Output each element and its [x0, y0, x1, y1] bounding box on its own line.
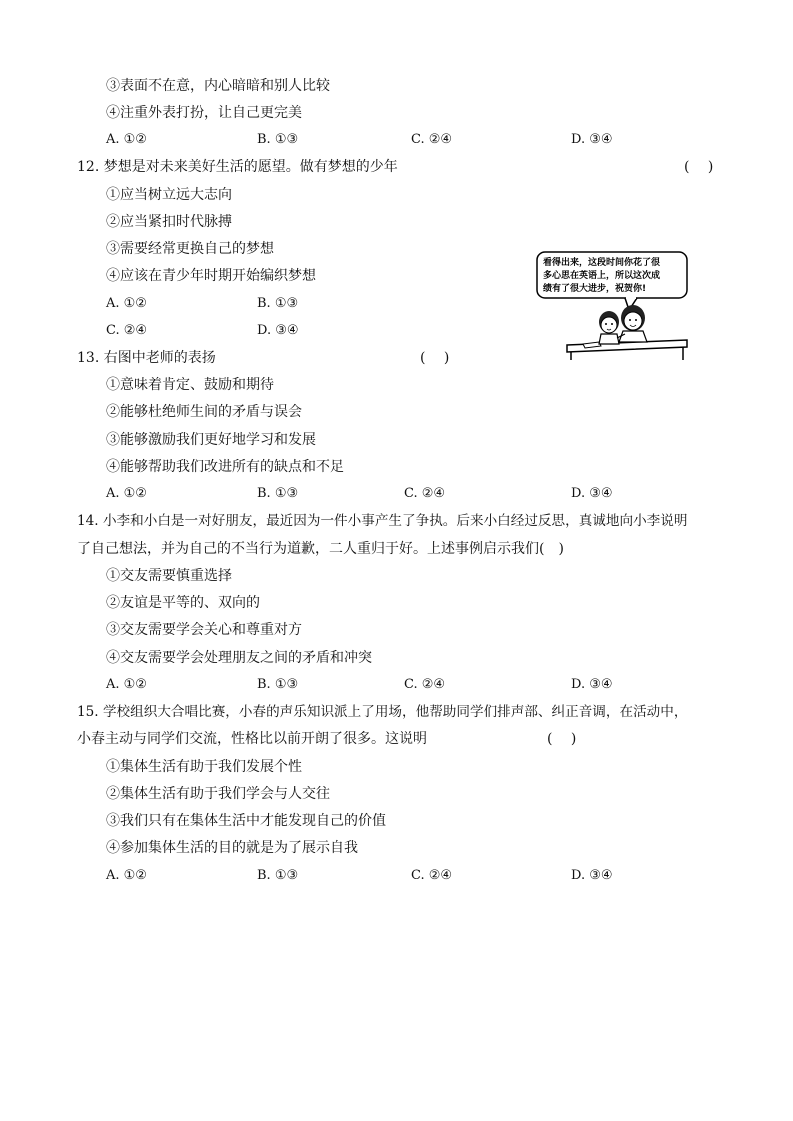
q11-option-d[interactable]: D. ③④: [571, 132, 613, 147]
q14-option-b[interactable]: B. ①③: [257, 677, 299, 692]
q13-answer-paren[interactable]: ( ): [420, 350, 450, 366]
speech-line-3: 绩有了很大进步，祝贺你!: [543, 284, 647, 294]
q13-option-c[interactable]: C. ②④: [404, 486, 446, 501]
q15-statement-1: ①集体生活有助于我们发展个性: [106, 759, 302, 775]
q12-statement-1: ①应当树立远大志向: [106, 187, 232, 203]
q11-statement-3: ③表面不在意，内心暗暗和别人比较: [106, 78, 330, 94]
q12-statement-4: ④应该在青少年时期开始编织梦想: [106, 268, 316, 284]
q12-statement-3: ③需要经常更换自己的梦想: [106, 241, 274, 257]
q12-option-b[interactable]: B. ①③: [257, 296, 299, 311]
q13-statement-3: ③能够激励我们更好地学习和发展: [106, 432, 316, 448]
q15-answer-paren[interactable]: ( ): [547, 731, 577, 747]
q13-statement-2: ②能够杜绝师生间的矛盾与误会: [106, 404, 302, 420]
q14-statement-3: ③交友需要学会关心和尊重对方: [106, 622, 302, 638]
speech-line-1: 看得出来，这段时间你花了很: [543, 258, 661, 268]
q13-statement-4: ④能够帮助我们改进所有的缺点和不足: [106, 459, 344, 475]
q13-option-a[interactable]: A. ①②: [106, 486, 147, 501]
q15-option-b[interactable]: B. ①③: [257, 868, 299, 883]
teacher-praise-illustration: [533, 250, 691, 362]
q15-statement-3: ③我们只有在集体生活中才能发现自己的价值: [106, 813, 386, 829]
q15-statement-2: ②集体生活有助于我们学会与人交往: [106, 786, 330, 802]
q14-statement-4: ④交友需要学会处理朋友之间的矛盾和冲突: [106, 650, 372, 666]
q13-option-d[interactable]: D. ③④: [571, 486, 613, 501]
q14-option-a[interactable]: A. ①②: [106, 677, 147, 692]
q14-stem-line-2: 了自己想法，并为自己的不当行为道歉，二人重归于好。上述事例启示我们( ): [77, 541, 564, 557]
q15-option-a[interactable]: A. ①②: [106, 868, 147, 883]
q14-option-c[interactable]: C. ②④: [404, 677, 446, 692]
q15-stem-line-1: 15. 学校组织大合唱比赛，小春的声乐知识派上了用场，他帮助同学们排声部、纠正音调，在活动中，: [77, 704, 688, 720]
q12-option-c[interactable]: C. ②④: [106, 323, 148, 338]
q15-option-d[interactable]: D. ③④: [571, 868, 613, 883]
cartoon-figure: [533, 250, 691, 362]
q15-option-c[interactable]: C. ②④: [411, 868, 453, 883]
q13-option-b[interactable]: B. ①③: [257, 486, 299, 501]
q12-statement-2: ②应当紧扣时代脉搏: [106, 214, 232, 230]
speech-line-2: 多心思在英语上，所以这次成: [543, 271, 661, 281]
q12-answer-paren[interactable]: ( ): [684, 159, 714, 175]
q13-statement-1: ①意味着肯定、鼓励和期待: [106, 377, 274, 393]
q12-option-a[interactable]: A. ①②: [106, 296, 147, 311]
q11-option-c[interactable]: C. ②④: [411, 132, 453, 147]
q11-statement-4: ④注重外表打扮，让自己更完美: [106, 105, 302, 121]
q14-statement-2: ②友谊是平等的、双向的: [106, 595, 260, 611]
q14-stem-line-1: 14. 小李和小白是一对好朋友，最近因为一件小事产生了争执。后来小白经过反思，真诚地向小李说明: [77, 513, 688, 529]
q11-option-b[interactable]: B. ①③: [257, 132, 299, 147]
q14-statement-1: ①交友需要慎重选择: [106, 568, 232, 584]
q15-stem-line-2: 小春主动与同学们交流，性格比以前开朗了很多。这说明: [77, 731, 427, 747]
q11-option-a[interactable]: A. ①②: [106, 132, 147, 147]
q12-option-d[interactable]: D. ③④: [257, 323, 299, 338]
q12-stem: 12. 梦想是对未来美好生活的愿望。做有梦想的少年: [77, 159, 398, 175]
q15-statement-4: ④参加集体生活的目的就是为了展示自我: [106, 840, 358, 856]
q14-option-d[interactable]: D. ③④: [571, 677, 613, 692]
q13-stem: 13. 右图中老师的表扬: [77, 350, 216, 366]
